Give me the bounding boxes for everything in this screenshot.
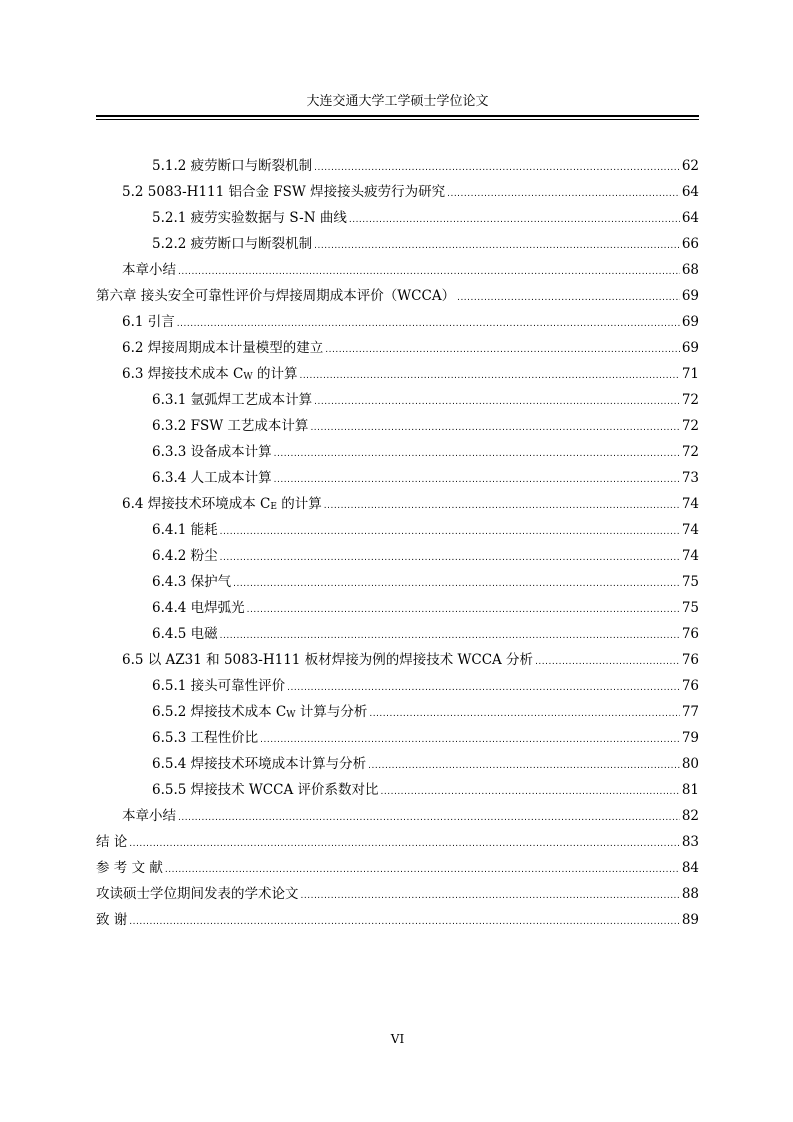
toc-entry[interactable] xyxy=(96,153,699,179)
dot-leader xyxy=(178,259,680,285)
toc-entry-page: 75 xyxy=(681,574,699,590)
toc-entry-page: 88 xyxy=(681,886,699,902)
toc-entry[interactable] xyxy=(96,205,699,231)
toc-entry-page: 68 xyxy=(681,262,699,278)
dot-leader xyxy=(381,779,680,805)
toc-entry-title: 6.5.3 工程性价比 xyxy=(152,730,259,746)
dot-leader xyxy=(325,337,680,363)
toc-entry-title: 6.3.2 FSW 工艺成本计算 xyxy=(152,418,309,434)
toc-entry-page: 74 xyxy=(681,548,699,564)
toc-entry-title: 5.2 5083-H111 铝合金 FSW 焊接接头疲劳行为研究 xyxy=(122,184,446,200)
dot-leader xyxy=(274,467,680,493)
toc-entry-title: 6.4.5 电磁 xyxy=(152,626,218,642)
dot-leader xyxy=(535,649,680,675)
toc-entry-title: 第六章 接头安全可靠性评价与焊接周期成本评价（WCCA） xyxy=(96,288,456,304)
dot-leader xyxy=(349,207,680,233)
dot-leader xyxy=(368,753,680,779)
toc-entry-page: 76 xyxy=(681,652,699,668)
toc-entry-page: 74 xyxy=(681,522,699,538)
toc-entry[interactable] xyxy=(96,179,699,205)
toc-entry[interactable] xyxy=(96,699,699,725)
header-rule-thick xyxy=(96,115,699,117)
toc-entry-title: 6.5 以 AZ31 和 5083-H111 板材焊接为例的焊接技术 WCCA 分析 xyxy=(122,652,534,668)
toc-entry[interactable] xyxy=(96,387,699,413)
dot-leader xyxy=(165,857,680,883)
toc-entry[interactable] xyxy=(96,335,699,361)
subscript: E xyxy=(270,502,277,512)
toc-entry-page: 80 xyxy=(681,756,699,772)
toc-entry-page: 71 xyxy=(681,366,699,382)
toc-entry[interactable] xyxy=(96,543,699,569)
toc-entry-title: 6.5.5 焊接技术 WCCA 评价系数对比 xyxy=(152,782,379,798)
dot-leader xyxy=(220,519,680,545)
dot-leader xyxy=(314,233,680,259)
dot-leader xyxy=(129,831,680,857)
dot-leader xyxy=(301,883,680,909)
toc-entry[interactable] xyxy=(96,855,699,881)
toc-entry-title: 5.2.1 疲劳实验数据与 S-N 曲线 xyxy=(152,210,347,226)
toc-entry[interactable] xyxy=(96,257,699,283)
toc-entry[interactable] xyxy=(96,361,699,387)
dot-leader xyxy=(247,597,680,623)
toc-entry[interactable] xyxy=(96,647,699,673)
toc-entry-page: 69 xyxy=(681,314,699,330)
toc-entry-page: 83 xyxy=(681,834,699,850)
toc-entry-page: 66 xyxy=(681,236,699,252)
toc-entry[interactable] xyxy=(96,413,699,439)
dot-leader xyxy=(287,675,680,701)
toc-entry-title: 6.3.1 氩弧焊工艺成本计算 xyxy=(152,392,313,408)
toc-entry-title: 结 论 xyxy=(96,834,128,850)
toc-entry-page: 64 xyxy=(681,184,699,200)
toc-entry-title: 6.5.1 接头可靠性评价 xyxy=(152,678,286,694)
dot-leader xyxy=(177,311,680,337)
toc-entry[interactable] xyxy=(96,751,699,777)
toc-entry[interactable] xyxy=(96,803,699,829)
toc-entry-page: 72 xyxy=(681,418,699,434)
dot-leader xyxy=(178,805,680,831)
toc-entry-page: 76 xyxy=(681,678,699,694)
toc-entry[interactable] xyxy=(96,777,699,803)
toc-entry-page: 76 xyxy=(681,626,699,642)
dot-leader xyxy=(314,155,680,181)
dot-leader xyxy=(457,285,680,311)
subscript: W xyxy=(243,372,253,382)
toc-entry[interactable] xyxy=(96,439,699,465)
toc-entry-page: 72 xyxy=(681,392,699,408)
toc-entry[interactable] xyxy=(96,517,699,543)
toc-entry-title: 5.2.2 疲劳断口与断裂机制 xyxy=(152,236,313,252)
toc-entry-title: 5.1.2 疲劳断口与断裂机制 xyxy=(152,158,313,174)
dot-leader xyxy=(220,545,680,571)
toc-entry[interactable] xyxy=(96,907,699,933)
toc-entry-title: 6.4 焊接技术环境成本 CE 的计算 xyxy=(122,496,322,512)
dot-leader xyxy=(129,909,680,935)
dot-leader xyxy=(233,571,680,597)
toc-entry-page: 62 xyxy=(681,158,699,174)
dot-leader xyxy=(260,727,680,753)
dot-leader xyxy=(274,441,680,467)
toc-entry-title: 6.3.3 设备成本计算 xyxy=(152,444,272,460)
dot-leader xyxy=(369,701,679,727)
dot-leader xyxy=(324,493,680,519)
toc-entry-page: 64 xyxy=(681,210,699,226)
toc-entry-title: 6.4.4 电焊弧光 xyxy=(152,600,245,616)
toc-entry-page: 89 xyxy=(681,912,699,928)
toc-entry-page: 82 xyxy=(681,808,699,824)
toc-entry-page: 77 xyxy=(681,704,699,720)
toc-entry[interactable] xyxy=(96,309,699,335)
dot-leader xyxy=(314,389,680,415)
toc-entry-page: 73 xyxy=(681,470,699,486)
toc-entry-page: 72 xyxy=(681,444,699,460)
toc-entry-page: 79 xyxy=(681,730,699,746)
toc-entry[interactable] xyxy=(96,231,699,257)
table-of-contents xyxy=(96,153,699,933)
toc-entry[interactable] xyxy=(96,283,699,309)
toc-entry-title: 6.4.1 能耗 xyxy=(152,522,218,538)
dot-leader xyxy=(220,623,680,649)
toc-entry-title: 6.5.2 焊接技术成本 CW 计算与分析 xyxy=(152,704,368,720)
page-number: VI xyxy=(390,1032,405,1046)
toc-entry-page: 69 xyxy=(681,340,699,356)
toc-entry-title: 本章小结 xyxy=(122,808,176,824)
running-header: 大连交通大学工学硕士学位论文 xyxy=(306,94,489,109)
toc-entry[interactable] xyxy=(96,595,699,621)
toc-entry-title: 6.3 焊接技术成本 CW 的计算 xyxy=(122,366,298,382)
toc-entry-page: 84 xyxy=(681,860,699,876)
toc-entry-title: 参 考 文 献 xyxy=(96,860,163,876)
toc-entry-page: 69 xyxy=(681,288,699,304)
toc-entry-title: 6.5.4 焊接技术环境成本计算与分析 xyxy=(152,756,367,772)
header-rule-thin xyxy=(96,119,699,120)
toc-entry-page: 81 xyxy=(681,782,699,798)
toc-entry[interactable] xyxy=(96,673,699,699)
toc-entry-title: 本章小结 xyxy=(122,262,176,278)
toc-entry-page: 74 xyxy=(681,496,699,512)
toc-entry[interactable] xyxy=(96,829,699,855)
toc-entry-title: 致 谢 xyxy=(96,912,128,928)
toc-entry[interactable] xyxy=(96,621,699,647)
subscript: W xyxy=(286,710,296,720)
toc-entry-title: 6.1 引言 xyxy=(122,314,175,330)
toc-entry-title: 攻读硕士学位期间发表的学术论文 xyxy=(96,886,299,902)
toc-entry[interactable] xyxy=(96,569,699,595)
dot-leader xyxy=(299,363,679,389)
toc-entry-title: 6.2 焊接周期成本计量模型的建立 xyxy=(122,340,324,356)
dot-leader xyxy=(310,415,679,441)
toc-entry[interactable] xyxy=(96,465,699,491)
toc-entry-title: 6.4.2 粉尘 xyxy=(152,548,218,564)
toc-entry[interactable] xyxy=(96,725,699,751)
toc-entry-title: 6.4.3 保护气 xyxy=(152,574,232,590)
toc-entry[interactable] xyxy=(96,881,699,907)
toc-entry[interactable] xyxy=(96,491,699,517)
toc-entry-page: 75 xyxy=(681,600,699,616)
dot-leader xyxy=(447,181,680,207)
toc-entry-title: 6.3.4 人工成本计算 xyxy=(152,470,272,486)
